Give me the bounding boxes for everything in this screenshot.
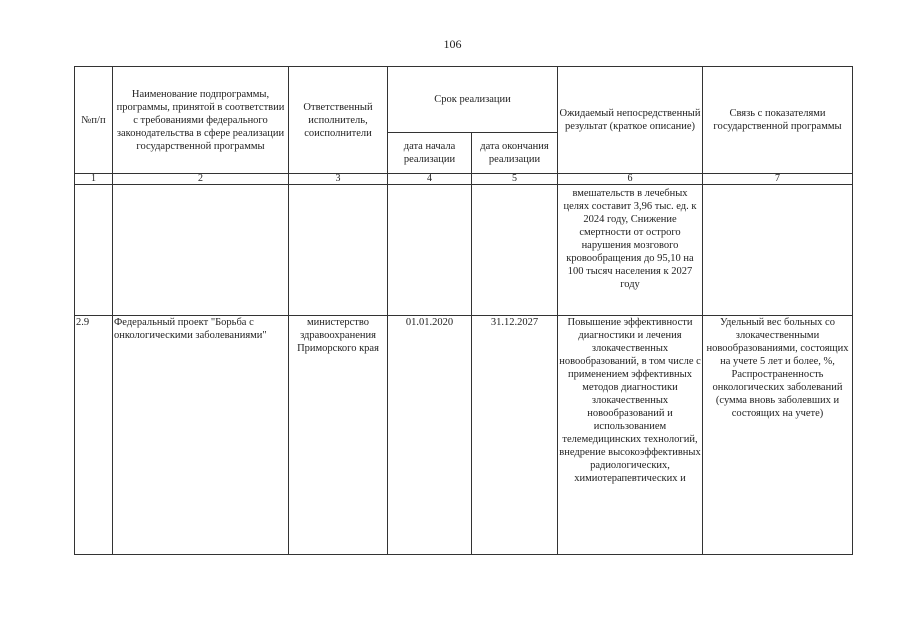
table-row: [75, 316, 853, 555]
cell-end: [472, 185, 558, 316]
header-name: Наименование подпрограммы, программы, принятой в соответствии с требованиями федерального законодательства в сфере реализации государственной программы: [113, 67, 289, 174]
cell-responsible: министерство здравоохранения Приморского края: [289, 316, 388, 555]
cell-name: [113, 185, 289, 316]
column-number-row: [75, 174, 853, 185]
header-link: Связь с показателями государственной программы: [703, 67, 853, 174]
header-end: дата окончания реализации: [472, 132, 558, 173]
cell-num: [75, 185, 113, 316]
page-number: 106: [443, 37, 462, 51]
table-header-row: [75, 67, 853, 133]
colnum-5: 5: [472, 174, 558, 185]
colnum-7: 7: [703, 174, 853, 185]
header-result: Ожидаемый непосредственный результат (краткое описание): [558, 67, 703, 174]
program-table: [74, 66, 853, 555]
cell-result: Повышение эффективности диагностики и лечения злокачественных новообразований, в том числе с применением эффективных методов диагностики злокачественных новообразований и использованием телемедицинских технологий, внедрение высокоэффективных радиологических, химиотерапевтических и: [558, 316, 703, 555]
header-responsible: Ответственный исполнитель, соисполнители: [289, 67, 388, 174]
cell-name: Федеральный проект "Борьба с онкологическими заболеваниями": [113, 316, 289, 555]
table-row: [75, 185, 853, 316]
cell-start: 01.01.2020: [388, 316, 472, 555]
cell-link: [703, 185, 853, 316]
header-period: Срок реализации: [388, 67, 558, 133]
cell-result: вмешательств в лечебных целях составит 3,96 тыс. ед. к 2024 году, Снижение смертности от острого нарушения мозгового кровообращения до 95,10 на 100 тысяч населения к 2027 году: [558, 185, 703, 316]
colnum-1: 1: [75, 174, 113, 185]
cell-responsible: [289, 185, 388, 316]
colnum-6: 6: [558, 174, 703, 185]
header-start: дата начала реализации: [388, 132, 472, 173]
colnum-2: 2: [113, 174, 289, 185]
colnum-4: 4: [388, 174, 472, 185]
cell-start: [388, 185, 472, 316]
cell-num: 2.9: [75, 316, 113, 555]
header-num: №п/п: [75, 67, 113, 174]
cell-link: Удельный вес больных со злокачественными новообразованиями, состоящих на учете 5 лет и более, %, Распространенность онкологических заболеваний (сумма вновь заболевших и состоящих на учете): [703, 316, 853, 555]
cell-end: 31.12.2027: [472, 316, 558, 555]
colnum-3: 3: [289, 174, 388, 185]
